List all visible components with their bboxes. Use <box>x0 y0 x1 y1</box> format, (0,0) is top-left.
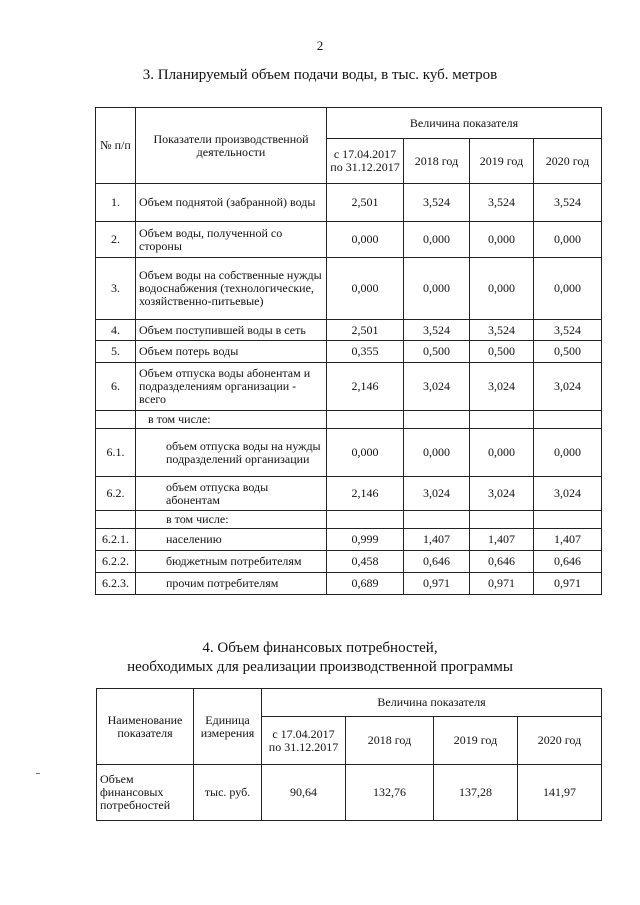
row-value: 0,646 <box>470 551 534 573</box>
row-label: в том числе: <box>136 411 327 429</box>
row-value: 2,501 <box>327 320 404 341</box>
header-period: 2019 год <box>470 139 534 184</box>
row-value: 1,407 <box>534 529 602 551</box>
section-3-title: 3. Планируемый объем подачи воды, в тыс. куб. метров <box>142 67 498 83</box>
row-num: 6.2.2. <box>96 551 136 573</box>
row-value: 0,000 <box>327 222 404 258</box>
table-row <box>96 573 602 595</box>
row-value: 0,000 <box>470 258 534 320</box>
row-value: 0,646 <box>404 551 470 573</box>
header-indicator: Показатели производственной деятельности <box>136 108 327 184</box>
row-value: 3,524 <box>470 320 534 341</box>
row-num: 1. <box>96 184 136 222</box>
row-label: населению <box>136 529 327 551</box>
row-value: 0,646 <box>534 551 602 573</box>
row-value: 0,000 <box>534 222 602 258</box>
row-num: 6.2.1. <box>96 529 136 551</box>
section-4-title <box>0 639 640 677</box>
row-value: 137,28 <box>434 765 518 821</box>
table-row <box>96 477 602 511</box>
row-value <box>327 511 404 529</box>
page-number: 2 <box>316 38 324 53</box>
row-num: 6.2. <box>96 477 136 511</box>
row-value: 141,97 <box>518 765 602 821</box>
row-label: прочим потребителям <box>136 573 327 595</box>
row-value <box>470 511 534 529</box>
row-label: Объем поднятой (забранной) воды <box>136 184 327 222</box>
row-value: 0,500 <box>470 341 534 363</box>
row-value: 0,000 <box>327 258 404 320</box>
row-value: 0,971 <box>534 573 602 595</box>
row-value: 0,000 <box>534 258 602 320</box>
table-row <box>96 341 602 363</box>
table-row <box>96 320 602 341</box>
table-row <box>96 184 602 222</box>
row-value: 0,971 <box>404 573 470 595</box>
row-label: Объем потерь воды <box>136 341 327 363</box>
row-label: объем отпуска воды абонентам <box>136 477 327 511</box>
table-row <box>96 529 602 551</box>
scan-mark <box>36 773 40 774</box>
table-row <box>96 222 602 258</box>
table-row <box>96 411 602 429</box>
row-label: Объем воды на собственные нужды водоснабжения (технологические, хозяйственно-питьевые) <box>136 258 327 320</box>
row-label: в том числе: <box>136 511 327 529</box>
header-num: № п/п <box>96 108 136 184</box>
row-value: 0,500 <box>534 341 602 363</box>
row-value <box>404 411 470 429</box>
header-period: 2020 год <box>534 139 602 184</box>
row-value: 0,999 <box>327 529 404 551</box>
header-value-group: Величина показателя <box>262 689 602 717</box>
row-value: 0,500 <box>404 341 470 363</box>
row-label: объем отпуска воды на нужды подразделений организации <box>136 429 327 477</box>
row-num <box>96 411 136 429</box>
row-value: 3,024 <box>470 363 534 411</box>
row-num: 3. <box>96 258 136 320</box>
row-value: 1,407 <box>470 529 534 551</box>
row-label: Объем поступившей воды в сеть <box>136 320 327 341</box>
header-value-group: Величина показателя <box>327 108 602 139</box>
row-num: 5. <box>96 341 136 363</box>
row-unit: тыс. руб. <box>194 765 262 821</box>
row-value: 0,000 <box>327 429 404 477</box>
row-value: 1,407 <box>404 529 470 551</box>
row-value: 2,501 <box>327 184 404 222</box>
row-value <box>470 411 534 429</box>
row-value: 0,000 <box>534 429 602 477</box>
row-value: 0,689 <box>327 573 404 595</box>
row-num: 6.1. <box>96 429 136 477</box>
row-value: 2,146 <box>327 477 404 511</box>
header-period: 2018 год <box>404 139 470 184</box>
financial-needs-table <box>96 688 602 821</box>
row-num: 6.2.3. <box>96 573 136 595</box>
row-value: 0,971 <box>470 573 534 595</box>
row-value <box>534 411 602 429</box>
row-label: Объем отпуска воды абонентам и подразделениям организации - всего <box>136 363 327 411</box>
header-period: 2018 год <box>346 717 434 765</box>
row-value: 2,146 <box>327 363 404 411</box>
row-value: 0,355 <box>327 341 404 363</box>
row-label: бюджетным потребителям <box>136 551 327 573</box>
table-row <box>96 363 602 411</box>
header-period: 2019 год <box>434 717 518 765</box>
table-row <box>96 511 602 529</box>
row-value <box>327 411 404 429</box>
header-unit: Единица измерения <box>194 689 262 765</box>
row-value: 0,000 <box>404 258 470 320</box>
row-value <box>534 511 602 529</box>
row-label: Объем воды, полученной со стороны <box>136 222 327 258</box>
header-period: 2020 год <box>518 717 602 765</box>
row-value: 0,000 <box>470 429 534 477</box>
row-name: Объем финансовых потребностей <box>97 765 194 821</box>
row-value: 3,524 <box>404 184 470 222</box>
row-value <box>404 511 470 529</box>
row-value: 90,64 <box>262 765 346 821</box>
header-name: Наименование показателя <box>97 689 194 765</box>
section-4-title-line1: 4. Объем финансовых потребностей, <box>202 640 438 656</box>
row-value: 0,458 <box>327 551 404 573</box>
section-4-title-line2: необходимых для реализации производственной программы <box>127 659 513 675</box>
row-value: 3,024 <box>534 477 602 511</box>
water-supply-table <box>95 107 602 595</box>
row-num: 6. <box>96 363 136 411</box>
table-row <box>96 258 602 320</box>
header-period: с 17.04.2017 по 31.12.2017 <box>262 717 346 765</box>
row-value: 3,524 <box>534 184 602 222</box>
row-value: 3,524 <box>534 320 602 341</box>
row-value: 0,000 <box>404 429 470 477</box>
row-num: 4. <box>96 320 136 341</box>
header-period: с 17.04.2017 по 31.12.2017 <box>327 139 404 184</box>
table-row <box>96 551 602 573</box>
table-row <box>96 429 602 477</box>
row-num: 2. <box>96 222 136 258</box>
row-value: 132,76 <box>346 765 434 821</box>
row-num <box>96 511 136 529</box>
row-value: 0,000 <box>404 222 470 258</box>
row-value: 3,524 <box>470 184 534 222</box>
row-value: 3,024 <box>534 363 602 411</box>
row-value: 3,524 <box>404 320 470 341</box>
row-value: 3,024 <box>470 477 534 511</box>
row-value: 3,024 <box>404 363 470 411</box>
row-value: 3,024 <box>404 477 470 511</box>
row-value: 0,000 <box>470 222 534 258</box>
